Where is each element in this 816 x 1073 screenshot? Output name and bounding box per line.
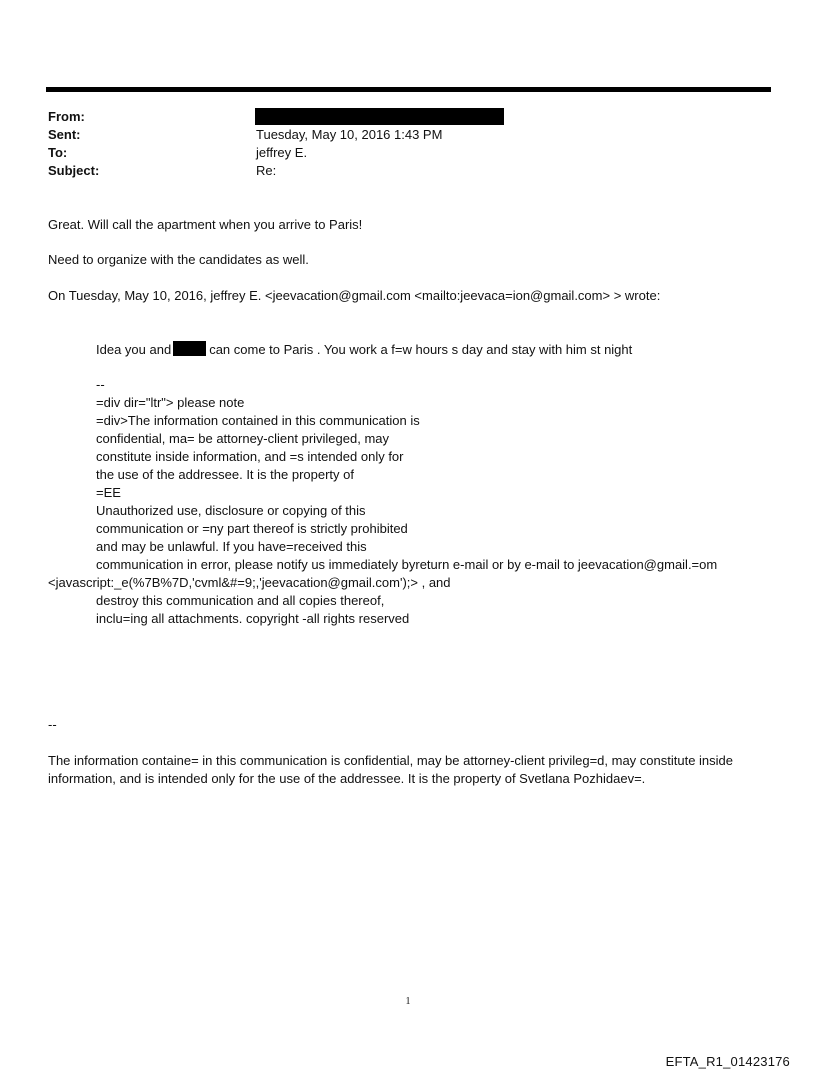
to-value: jeffrey E. [256, 145, 308, 160]
sig-line: communication in error, please notify us immediately byreturn e-mail or by e-mail to jeevacation@gmail.=om [96, 557, 718, 572]
subject-value: Re: [256, 163, 277, 178]
name-redaction [173, 341, 206, 356]
quoted-message-end: can come to Paris . You work a f=w hours s day and stay with him st night [209, 342, 633, 357]
sig-line: =div dir="ltr"> please note [96, 395, 245, 410]
sig-line: constitute inside information, and =s intended only for [96, 449, 404, 464]
footer-disclaimer: The information containe= in this communication is confidential, may be attorney-client privileg=d, may constitute inside information, and is intended only for the use of the addressee. It is the property of Svetlana Pozhidaev=. [48, 753, 734, 786]
page-number: 1 [405, 996, 411, 1007]
bates-number: EFTA_R1_01423176 [665, 1054, 790, 1069]
sent-label: Sent: [48, 127, 81, 142]
footer-dash: -- [48, 717, 57, 732]
body-line-1: Great. Will call the apartment when you arrive to Paris! [48, 217, 363, 232]
sig-line: inclu=ing all attachments. copyright -all rights reserved [96, 611, 410, 626]
sig-line: communication or =ny part thereof is strictly prohibited [96, 521, 408, 536]
sig-line: -- [96, 377, 105, 392]
quoted-message [96, 341, 632, 359]
sig-javascript-line: <javascript:_e(%7B%7D,'cvml&#=9;,'jeevacation@gmail.com');> , and [48, 575, 451, 590]
sig-line: and may be unlawful. If you have=received this [96, 539, 367, 554]
subject-label: Subject: [48, 163, 100, 178]
sig-line: Unauthorized use, disclosure or copying of this [96, 503, 366, 518]
sent-value: Tuesday, May 10, 2016 1:43 PM [256, 127, 443, 142]
sig-line: the use of the addressee. It is the property of [96, 467, 354, 482]
sig-line: destroy this communication and all copies thereof, [96, 593, 385, 608]
sig-line: =div>The information contained in this communication is [96, 413, 420, 428]
quote-intro: On Tuesday, May 10, 2016, jeffrey E. <jeevacation@gmail.com <mailto:jeevaca=ion@gmail.com> > wrote: [48, 288, 661, 303]
from-redaction [255, 108, 504, 125]
sig-line: =EE [96, 485, 121, 500]
body-line-2: Need to organize with the candidates as well. [48, 252, 309, 267]
to-label: To: [48, 145, 68, 160]
quoted-message-start: Idea you and [96, 342, 172, 357]
sig-line: confidential, ma= be attorney-client privileged, may [96, 431, 390, 446]
from-label: From: [48, 109, 85, 124]
header-rule [46, 87, 771, 92]
